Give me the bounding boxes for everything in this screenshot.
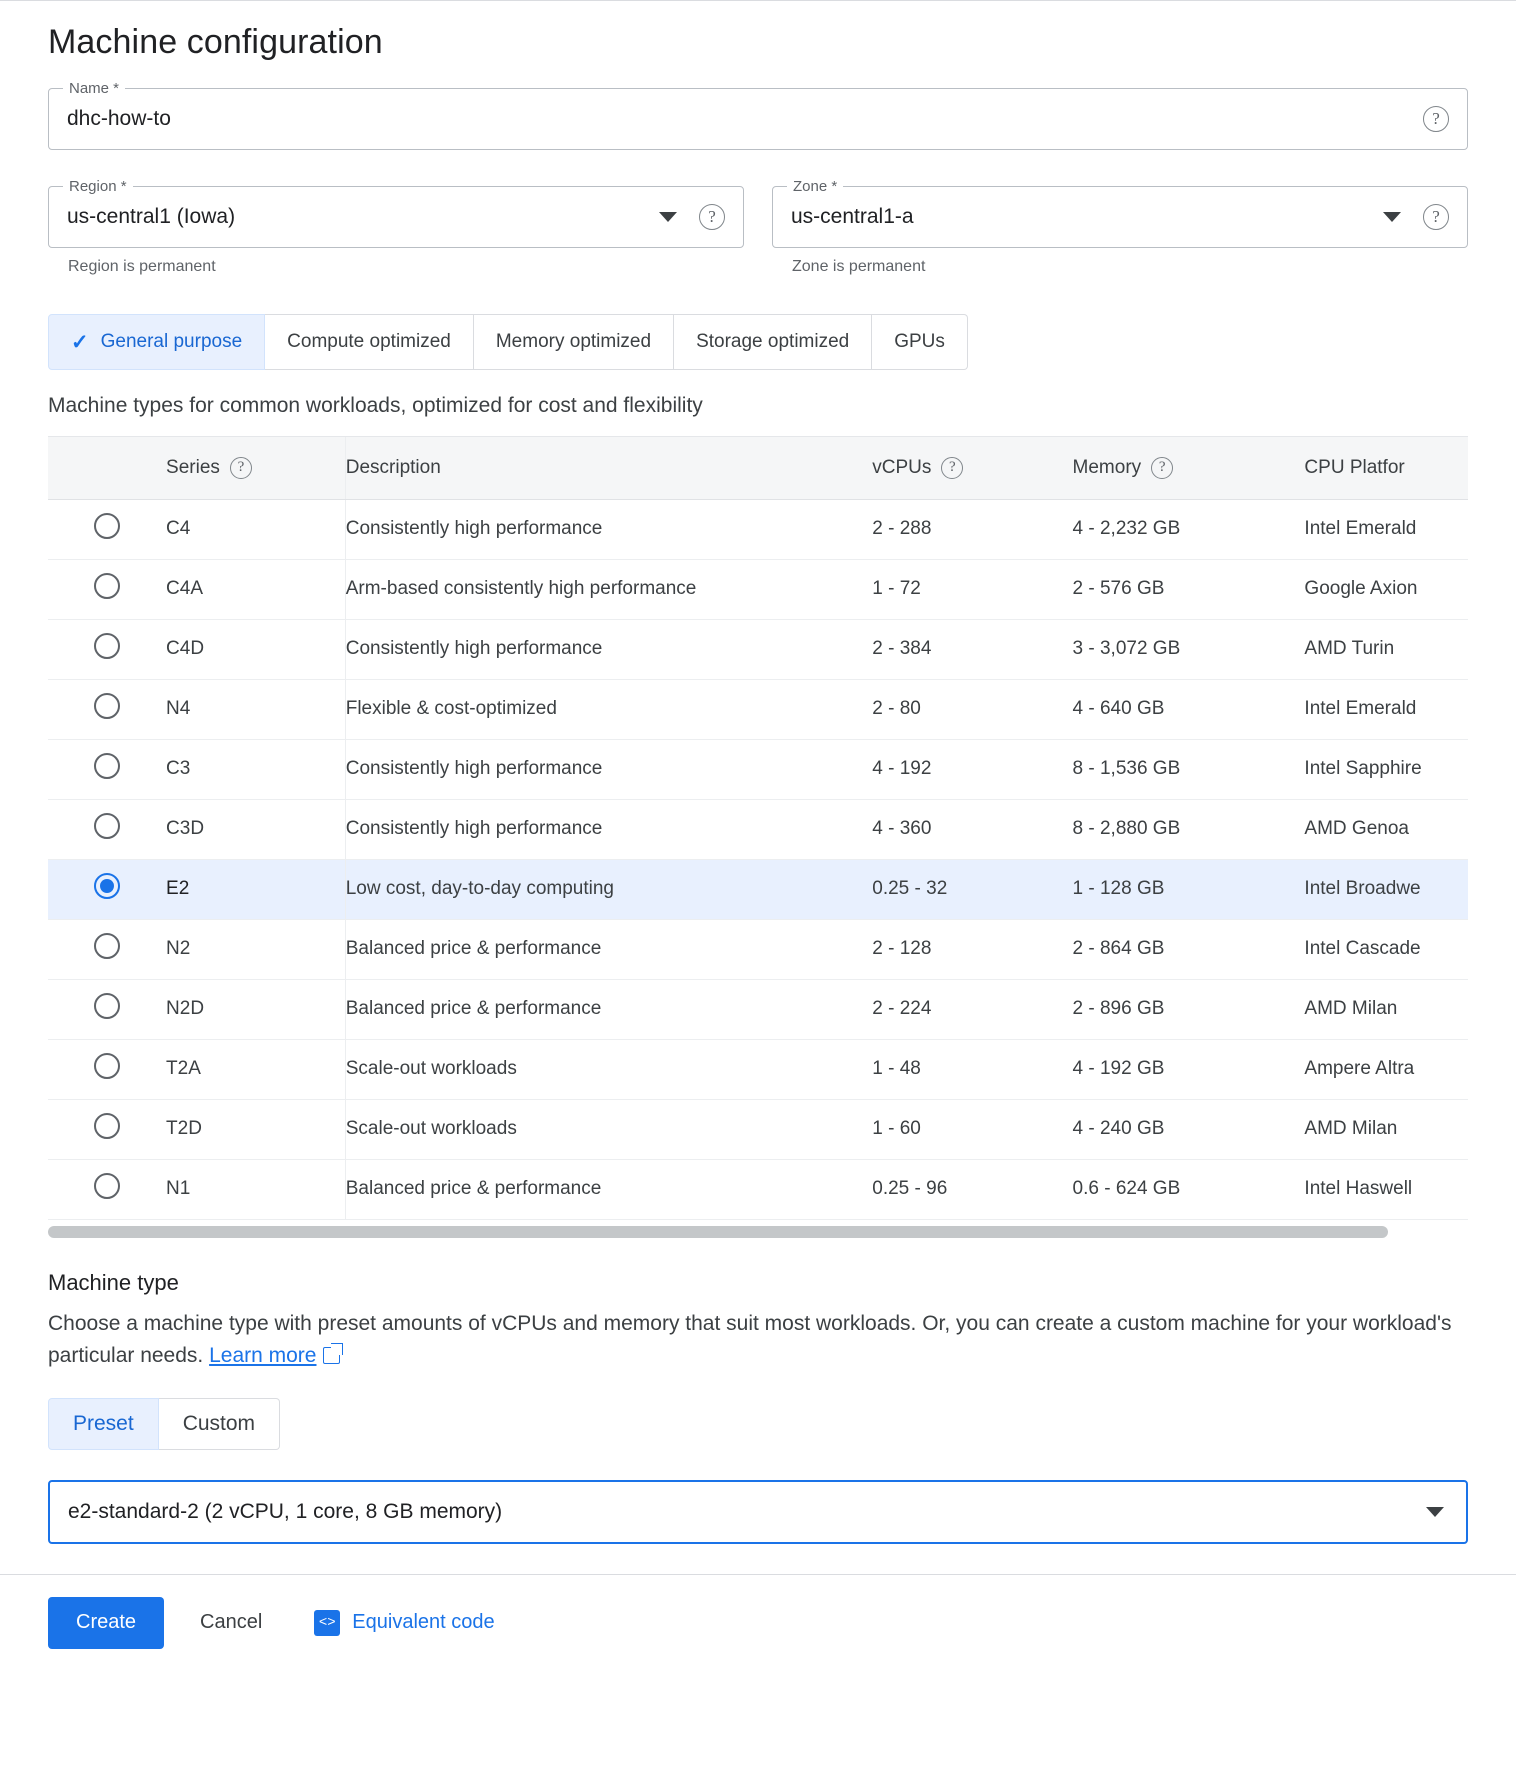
mode-label: Preset <box>73 1411 134 1435</box>
radio-button[interactable] <box>94 933 120 959</box>
tab-label: GPUs <box>894 331 945 352</box>
series-cpu-platform: Intel Broadwe <box>1304 859 1468 919</box>
series-table-wrapper <box>48 436 1468 1238</box>
tab-memory-optimized[interactable] <box>474 314 674 370</box>
series-cpu-platform: AMD Turin <box>1304 619 1468 679</box>
help-icon[interactable]: ? <box>1151 457 1173 479</box>
action-bar <box>0 1574 1516 1649</box>
equivalent-code-label: Equivalent code <box>352 1611 495 1633</box>
table-row[interactable] <box>48 499 1468 559</box>
zone-column <box>772 178 1468 276</box>
series-radio-cell[interactable] <box>48 919 166 979</box>
series-name: N2 <box>166 919 345 979</box>
series-vcpus: 4 - 360 <box>872 799 1072 859</box>
machine-type-heading: Machine type <box>48 1269 179 1295</box>
table-row[interactable] <box>48 1039 1468 1099</box>
series-cpu-platform: Intel Emerald <box>1304 679 1468 739</box>
page-content <box>0 1 1516 1544</box>
series-vcpus: 2 - 288 <box>872 499 1072 559</box>
column-cpu-platform <box>1304 437 1468 499</box>
column-label: Series <box>166 456 220 478</box>
region-column <box>48 178 744 276</box>
series-cpu-platform: AMD Milan <box>1304 979 1468 1039</box>
series-radio-cell[interactable] <box>48 799 166 859</box>
scrollbar-thumb[interactable] <box>48 1226 1388 1238</box>
series-description: Consistently high performance <box>345 499 872 559</box>
series-name: E2 <box>166 859 345 919</box>
check-icon: ✓ <box>71 330 89 354</box>
name-field-wrapper <box>48 80 1468 150</box>
code-icon: <> <box>314 1610 340 1636</box>
series-cpu-platform: AMD Milan <box>1304 1099 1468 1159</box>
series-radio-cell[interactable] <box>48 1159 166 1219</box>
column-label: Memory <box>1072 456 1142 478</box>
learn-more-link[interactable]: Learn more <box>209 1343 317 1367</box>
series-name: T2A <box>166 1039 345 1099</box>
series-radio-cell[interactable] <box>48 619 166 679</box>
cancel-button[interactable]: Cancel <box>174 1597 288 1649</box>
machine-type-value: e2-standard-2 (2 vCPU, 1 core, 8 GB memory) <box>68 1499 503 1523</box>
tab-label: Storage optimized <box>696 331 850 352</box>
series-table-head <box>48 437 1468 499</box>
help-icon[interactable]: ? <box>699 204 725 230</box>
series-description: Consistently high performance <box>345 619 872 679</box>
table-row[interactable] <box>48 979 1468 1039</box>
series-description: Balanced price & performance <box>345 979 872 1039</box>
table-header-row <box>48 437 1468 499</box>
series-description: Consistently high performance <box>345 739 872 799</box>
series-description: Scale-out workloads <box>345 1099 872 1159</box>
column-memory <box>1073 437 1305 499</box>
series-vcpus: 0.25 - 96 <box>872 1159 1072 1219</box>
series-name: N2D <box>166 979 345 1039</box>
series-vcpus: 2 - 80 <box>872 679 1072 739</box>
name-field-label: Name * <box>63 79 125 99</box>
series-vcpus: 1 - 72 <box>872 559 1072 619</box>
series-memory: 4 - 640 GB <box>1073 679 1305 739</box>
chevron-down-icon[interactable] <box>1426 1507 1444 1517</box>
zone-select[interactable] <box>772 178 1468 248</box>
tab-gpus[interactable] <box>872 314 968 370</box>
series-vcpus: 1 - 48 <box>872 1039 1072 1099</box>
series-memory: 4 - 2,232 GB <box>1073 499 1305 559</box>
table-horizontal-scrollbar[interactable] <box>48 1226 1468 1238</box>
series-name: C4A <box>166 559 345 619</box>
help-icon[interactable]: ? <box>1423 204 1449 230</box>
series-description: Balanced price & performance <box>345 919 872 979</box>
mode-custom[interactable] <box>159 1398 280 1450</box>
series-name: C3 <box>166 739 345 799</box>
chevron-down-icon[interactable] <box>659 212 677 222</box>
chevron-down-icon[interactable] <box>1383 212 1401 222</box>
name-field[interactable] <box>48 80 1468 150</box>
zone-value: us-central1-a <box>791 205 914 228</box>
external-link-icon <box>323 1347 340 1364</box>
series-vcpus: 0.25 - 32 <box>872 859 1072 919</box>
table-row[interactable] <box>48 859 1468 919</box>
radio-button[interactable] <box>94 1113 120 1139</box>
series-radio-cell[interactable] <box>48 979 166 1039</box>
tab-label: Compute optimized <box>287 331 451 352</box>
series-memory: 4 - 240 GB <box>1073 1099 1305 1159</box>
tab-label: Memory optimized <box>495 331 652 352</box>
column-vcpus <box>872 437 1072 499</box>
series-cpu-platform: Intel Emerald <box>1304 499 1468 559</box>
series-name: N4 <box>166 679 345 739</box>
radio-button[interactable] <box>94 1053 120 1079</box>
radio-button[interactable] <box>94 573 120 599</box>
zone-field-label: Zone * <box>787 177 843 197</box>
region-hint: Region is permanent <box>68 258 216 275</box>
equivalent-code-button[interactable] <box>314 1610 494 1636</box>
series-memory: 8 - 1,536 GB <box>1073 739 1305 799</box>
column-description <box>345 437 872 499</box>
series-vcpus: 2 - 128 <box>872 919 1072 979</box>
series-memory: 2 - 864 GB <box>1073 919 1305 979</box>
series-vcpus: 2 - 384 <box>872 619 1072 679</box>
series-description: Arm-based consistently high performance <box>345 559 872 619</box>
help-icon[interactable]: ? <box>230 457 252 479</box>
table-row[interactable] <box>48 739 1468 799</box>
page-title: Machine configuration <box>48 23 383 61</box>
mode-label: Custom <box>182 1411 256 1435</box>
series-vcpus: 2 - 224 <box>872 979 1072 1039</box>
family-subtitle: Machine types for common workloads, optimized for cost and flexibility <box>48 394 703 417</box>
series-description: Low cost, day-to-day computing <box>345 859 872 919</box>
series-name: C4D <box>166 619 345 679</box>
series-radio-cell[interactable] <box>48 739 166 799</box>
name-input[interactable]: dhc-how-to <box>67 107 171 130</box>
mode-preset[interactable] <box>48 1398 159 1450</box>
series-table <box>48 437 1468 1220</box>
series-cpu-platform: Intel Sapphire <box>1304 739 1468 799</box>
series-cpu-platform: Google Axion <box>1304 559 1468 619</box>
help-icon[interactable]: ? <box>1423 106 1449 132</box>
radio-button[interactable] <box>94 1173 120 1199</box>
table-row[interactable] <box>48 1159 1468 1219</box>
radio-button[interactable] <box>94 813 120 839</box>
series-vcpus: 4 - 192 <box>872 739 1072 799</box>
series-radio-cell[interactable] <box>48 499 166 559</box>
help-icon[interactable]: ? <box>941 457 963 479</box>
radio-button[interactable] <box>94 693 120 719</box>
table-row[interactable] <box>48 679 1468 739</box>
series-name: N1 <box>166 1159 345 1219</box>
machine-type-description-text: Choose a machine type with preset amounts of vCPUs and memory that suit most workloads. Or, you can create a custom machine for your workload's particular needs. <box>48 1311 1452 1367</box>
table-row[interactable] <box>48 1099 1468 1159</box>
table-row[interactable] <box>48 559 1468 619</box>
series-name: C4 <box>166 499 345 559</box>
table-row[interactable] <box>48 919 1468 979</box>
series-memory: 2 - 576 GB <box>1073 559 1305 619</box>
column-label: CPU Platfor <box>1304 456 1405 478</box>
series-radio-cell[interactable] <box>48 1039 166 1099</box>
series-cpu-platform: Ampere Altra <box>1304 1039 1468 1099</box>
series-cpu-platform: Intel Haswell <box>1304 1159 1468 1219</box>
series-name: T2D <box>166 1099 345 1159</box>
radio-button[interactable] <box>94 993 120 1019</box>
tab-general-purpose[interactable] <box>48 314 265 370</box>
create-button[interactable]: Create <box>48 1597 164 1649</box>
radio-button[interactable] <box>94 633 120 659</box>
series-memory: 2 - 896 GB <box>1073 979 1305 1039</box>
series-description: Scale-out workloads <box>345 1039 872 1099</box>
radio-button[interactable] <box>94 873 120 899</box>
series-cpu-platform: AMD Genoa <box>1304 799 1468 859</box>
machine-type-select[interactable] <box>48 1480 1468 1544</box>
machine-type-mode-toggle <box>48 1398 280 1450</box>
series-radio-cell[interactable] <box>48 559 166 619</box>
table-row[interactable] <box>48 619 1468 679</box>
region-field-label: Region * <box>63 177 133 197</box>
series-description: Flexible & cost-optimized <box>345 679 872 739</box>
series-memory: 3 - 3,072 GB <box>1073 619 1305 679</box>
column-label: vCPUs <box>872 456 932 478</box>
tab-storage-optimized[interactable] <box>674 314 872 370</box>
series-name: C3D <box>166 799 345 859</box>
series-description: Consistently high performance <box>345 799 872 859</box>
machine-type-description <box>48 1308 1468 1372</box>
region-select[interactable] <box>48 178 744 248</box>
tab-compute-optimized[interactable] <box>265 314 474 370</box>
region-zone-row <box>48 178 1468 276</box>
series-description: Balanced price & performance <box>345 1159 872 1219</box>
series-radio-cell[interactable] <box>48 679 166 739</box>
radio-button[interactable] <box>94 513 120 539</box>
series-cpu-platform: Intel Cascade <box>1304 919 1468 979</box>
tab-label: General purpose <box>100 331 243 352</box>
zone-hint: Zone is permanent <box>792 258 926 275</box>
series-radio-cell[interactable] <box>48 859 166 919</box>
series-vcpus: 1 - 60 <box>872 1099 1072 1159</box>
series-memory: 8 - 2,880 GB <box>1073 799 1305 859</box>
column-label: Description <box>345 456 441 478</box>
radio-button[interactable] <box>94 753 120 779</box>
series-table-body <box>48 499 1468 1219</box>
series-memory: 4 - 192 GB <box>1073 1039 1305 1099</box>
machine-family-tabs <box>48 314 968 370</box>
column-series <box>166 437 345 499</box>
column-select <box>48 437 166 499</box>
table-row[interactable] <box>48 799 1468 859</box>
series-radio-cell[interactable] <box>48 1099 166 1159</box>
series-memory: 0.6 - 624 GB <box>1073 1159 1305 1219</box>
series-memory: 1 - 128 GB <box>1073 859 1305 919</box>
region-value: us-central1 (Iowa) <box>67 205 236 228</box>
